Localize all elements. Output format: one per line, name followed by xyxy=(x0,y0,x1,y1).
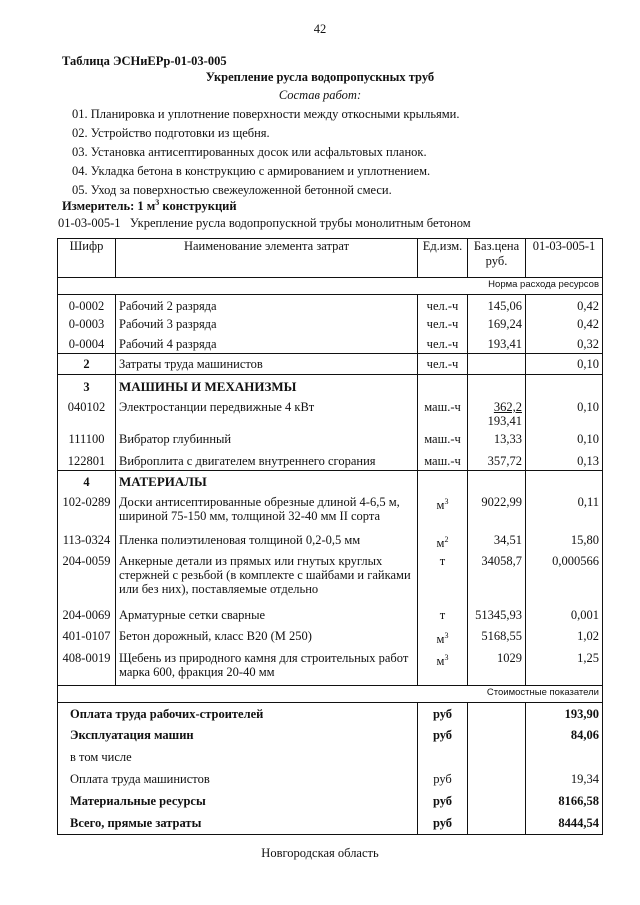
cost-row: Материальные ресурсы руб 8166,58 xyxy=(58,790,603,812)
norm-label-row xyxy=(58,278,603,295)
table-row: 0-0003 Рабочий 3 разряда чел.-ч 169,24 0,42 xyxy=(58,315,603,335)
page-number: 42 xyxy=(313,22,327,36)
table-row: 0-0004 Рабочий 4 разряда чел.-ч 193,41 0,32 xyxy=(58,335,603,354)
norms-table xyxy=(57,238,603,835)
table-row: 408-0019 Щебень из природного камня для строительных работ марка 600, фракция 20-40 мм $м^3$ 1029 1,25 xyxy=(58,646,603,686)
work-item: 05. Уход за поверхностью свежеуложенной бетонной смеси. xyxy=(72,183,392,197)
header-norm: 01-03-005-1 xyxy=(526,239,603,278)
footer-region: Новгородская область xyxy=(261,846,379,860)
table-row: 102-0289 Доски антисептированные обрезные длиной 4-6,5 м, шириной 75-150 мм, толщиной 32-40 мм II сорта $м^3$ 9022,99 0,11 xyxy=(58,491,603,529)
header-price: Баз.цена руб. xyxy=(468,239,526,278)
section-row-machines: 3 МАШИНЫ И МЕХАНИЗМЫ xyxy=(58,375,603,397)
work-item: 04. Укладка бетона в конструкцию с армированием и уплотнением. xyxy=(72,164,431,178)
work-item: 03. Установка антисептированных досок или асфальтовых планок. xyxy=(72,145,427,159)
works-list xyxy=(72,105,460,200)
table-row: 2 Затраты труда машинистов чел.-ч 0,10 xyxy=(58,354,603,375)
header-code: Шифр xyxy=(58,239,116,278)
cost-row: Оплата труда рабочих-строителей руб 193,90 xyxy=(58,703,603,725)
item-caption: 01-03-005-1 Укрепление русла водопропускной трубы монолитным бетоном xyxy=(58,216,471,230)
table-row: 204-0059 Анкерные детали из прямых или гнутых круглых стержней с резьбой (в комплекте с шайбами и гайками или без них), поставляемые отдельно т 34058,7 0,000566 xyxy=(58,550,603,602)
table-row: 040102 Электростанции передвижные 4 кВт маш.-ч 362,2 193,41 0,10 xyxy=(58,396,603,430)
table-row: 401-0107 Бетон дорожный, класс В20 (М 250) $м^3$ 5168,55 1,02 xyxy=(58,624,603,646)
cost-row: Эксплуатация машин руб 84,06 xyxy=(58,724,603,746)
norm-label: Норма расхода ресурсов xyxy=(58,278,603,295)
cost-row: Оплата труда машинистов руб 19,34 xyxy=(58,768,603,790)
table-row: 204-0069 Арматурные сетки сварные т 51345,93 0,001 xyxy=(58,602,603,624)
section-subtitle: Укрепление русла водопропускных труб xyxy=(205,70,435,84)
composition-heading: Состав работ: xyxy=(278,88,362,102)
header-unit: Ед.изм. xyxy=(418,239,468,278)
measure-unit: Измеритель: 1 $м^3$ конструкций xyxy=(62,198,237,214)
table-row: 111100 Вибратор глубинный маш.-ч 13,33 0,10 xyxy=(58,430,603,450)
table-row: 113-0324 Пленка полиэтиленовая толщиной 0,2-0,5 мм $м^2$ 34,51 15,80 xyxy=(58,529,603,550)
header-name: Наименование элемента затрат xyxy=(116,239,418,278)
cost-label: Стоимостные показатели xyxy=(58,686,603,703)
cost-label-row xyxy=(58,686,603,703)
work-item: 02. Устройство подготовки из щебня. xyxy=(72,126,270,140)
section-row-materials: 4 МАТЕРИАЛЫ xyxy=(58,471,603,492)
table-row: 0-0002 Рабочий 2 разряда чел.-ч 145,06 0,42 xyxy=(58,295,603,316)
table-header-row xyxy=(58,239,603,278)
table-title: Таблица ЭСНиЕРр-01-03-005 xyxy=(62,54,227,68)
cost-row: Всего, прямые затраты руб 8444,54 xyxy=(58,812,603,835)
cost-row: в том числе xyxy=(58,746,603,768)
table-row: 122801 Виброплита с двигателем внутреннего сгорания маш.-ч 357,72 0,13 xyxy=(58,450,603,471)
work-item: 01. Планировка и уплотнение поверхности между откосными крыльями. xyxy=(72,107,460,121)
